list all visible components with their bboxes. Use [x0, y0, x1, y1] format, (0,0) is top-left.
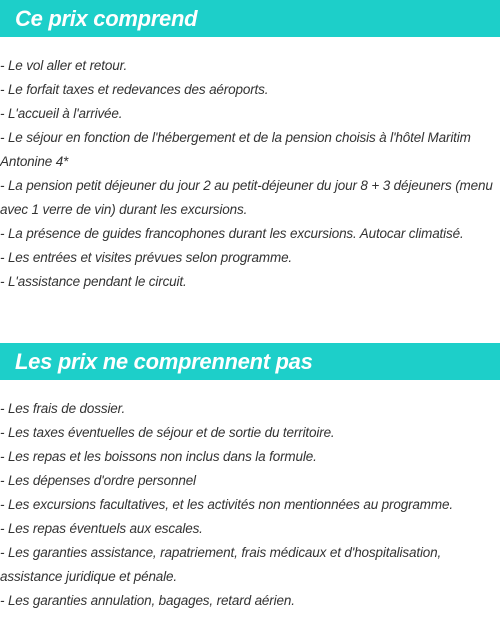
- included-section-title: Ce prix comprend: [15, 5, 198, 31]
- included-item: - Le vol aller et retour.: [0, 58, 128, 73]
- included-list: [0, 54, 500, 294]
- excluded-section-header: [0, 343, 500, 380]
- included-item: - La présence de guides francophones durant les excursions. Autocar climatisé.: [0, 226, 464, 241]
- excluded-item: - Les excursions facultatives, et les activités non mentionnées au programme.: [0, 497, 453, 512]
- excluded-item: - Les frais de dossier.: [0, 401, 126, 416]
- excluded-section-title: Les prix ne comprennent pas: [15, 348, 313, 374]
- included-item: - L'accueil à l'arrivée.: [0, 106, 123, 121]
- included-item: - Le forfait taxes et redevances des aéroports.: [0, 82, 269, 97]
- excluded-item: - Les dépenses d'ordre personnel: [0, 473, 196, 488]
- excluded-item: - Les garanties annulation, bagages, retard aérien.: [0, 593, 295, 608]
- excluded-item: - Les repas et les boissons non inclus dans la formule.: [0, 449, 317, 464]
- excluded-list: [0, 397, 500, 613]
- excluded-item: - Les repas éventuels aux escales.: [0, 521, 203, 536]
- included-item: - La pension petit déjeuner du jour 2 au petit-déjeuner du jour 8 + 3 déjeuners (menu avec 1 verre de vin) durant les excursions.: [0, 178, 493, 217]
- excluded-item: - Les garanties assistance, rapatriement, frais médicaux et d'hospitalisation, assistance juridique et pénale.: [0, 545, 442, 584]
- included-section-header: [0, 0, 500, 37]
- excluded-item: - Les taxes éventuelles de séjour et de sortie du territoire.: [0, 425, 335, 440]
- included-item: - Le séjour en fonction de l'hébergement et de la pension choisis à l'hôtel Maritim Antonine 4*: [0, 130, 471, 169]
- included-item: - L'assistance pendant le circuit.: [0, 274, 187, 289]
- included-item: - Les entrées et visites prévues selon programme.: [0, 250, 293, 265]
